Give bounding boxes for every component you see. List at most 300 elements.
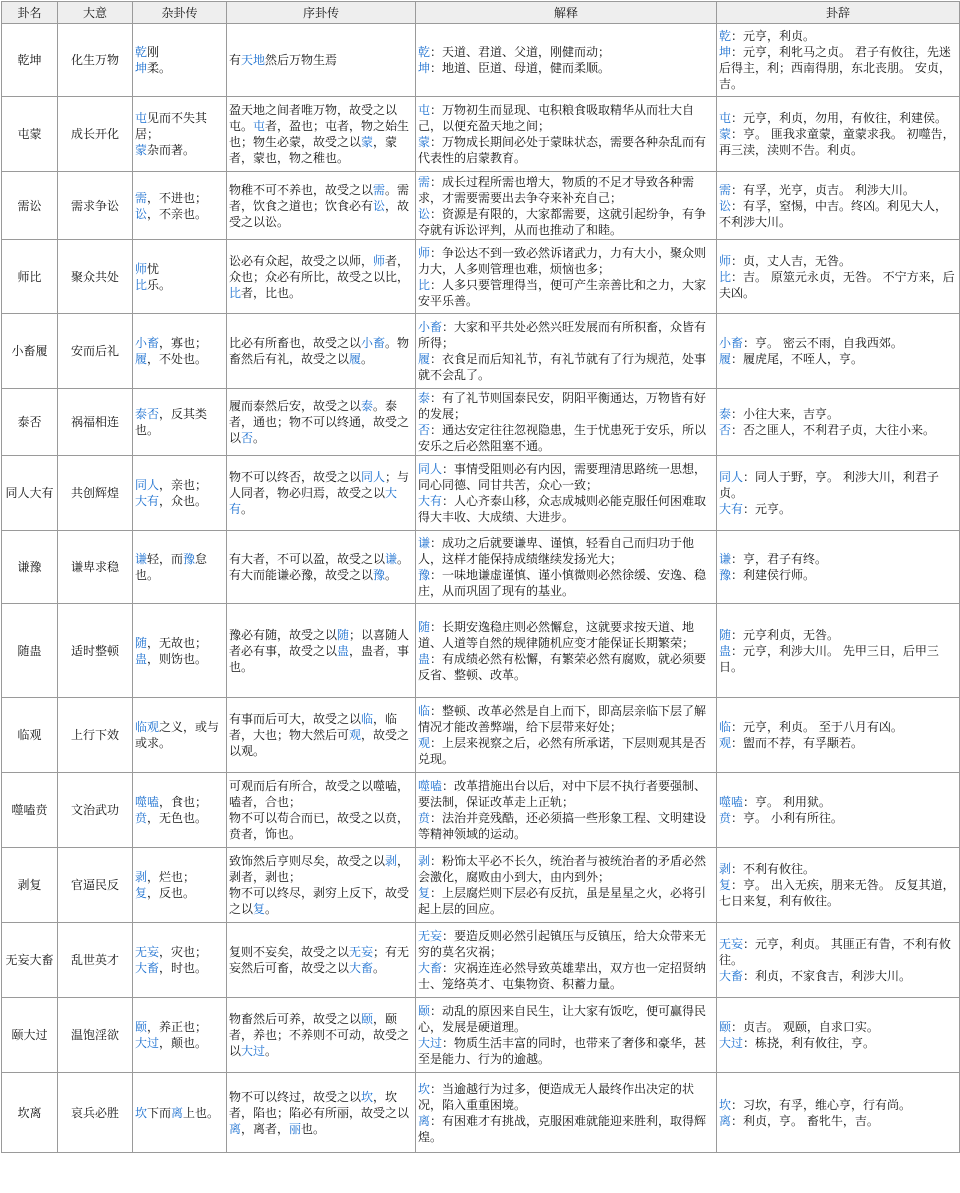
xugua-line xyxy=(229,398,413,446)
explanation-line xyxy=(418,461,714,493)
explanation-cell xyxy=(416,1073,717,1153)
xugua-cell xyxy=(227,24,416,97)
text-segment: 见而不失其居； xyxy=(135,111,208,141)
hexagram-highlight: 噬嗑 xyxy=(719,795,744,809)
hexagram-meaning: 文治武功 xyxy=(58,773,133,848)
hexagram-highlight: 剥 xyxy=(385,854,398,868)
explanation-line xyxy=(418,351,714,383)
hexagram-highlight: 无妄 xyxy=(418,929,443,943)
text-segment: ：整顿、改革必然是自上而下，即高层亲临下层了解情况才能改善弊端，给下层带来好处； xyxy=(418,704,707,734)
hexagram-highlight: 坎 xyxy=(418,1081,431,1096)
text-segment: 。泰者，通也；物不可以终通，故受之以 xyxy=(229,399,410,445)
text-segment: ：物质生活丰富的同时，也带来了奢侈和豪华，甚至是能力、行为的逾越。 xyxy=(418,1036,707,1066)
hexagram-name: 无妄大畜 xyxy=(2,923,58,998)
text-segment: ，颐者，养也；不养则不可动，故受之以 xyxy=(229,1012,410,1058)
text-segment: ，颠也。 xyxy=(159,1036,208,1050)
text-segment: ：不利有攸往。 xyxy=(731,862,816,876)
xugua-line xyxy=(229,627,413,675)
table-body xyxy=(2,24,960,1153)
explanation-cell xyxy=(416,24,717,97)
explanation-line xyxy=(418,778,714,810)
text-segment: ：粉饰太平必不长久，统治者与被统治者的矛盾必然会激化，腐败由小到大，由内到外； xyxy=(418,854,707,884)
text-segment: ：元亨利贞，无咎。 xyxy=(731,627,840,642)
xugua-cell xyxy=(227,604,416,698)
xugua-line xyxy=(229,335,413,367)
table-row xyxy=(2,456,960,531)
hexagram-highlight: 讼 xyxy=(719,198,732,213)
hexagram-highlight: 大过 xyxy=(241,1044,266,1058)
hexagram-highlight: 大有 xyxy=(135,494,160,508)
text-segment: ：利贞，不家食吉，利涉大川。 xyxy=(743,969,912,983)
hexagram-highlight: 颐 xyxy=(719,1020,732,1034)
text-segment: ：否之匪人，不利君子贞，大往小来。 xyxy=(731,423,936,437)
guaci-line xyxy=(719,198,957,230)
text-segment: ：动乱的原因来自民生，让大家有饭吃，便可赢得民心，发展是硬道理。 xyxy=(418,1004,707,1034)
explanation-line xyxy=(418,735,714,767)
text-segment: 轻，而 xyxy=(147,552,184,566)
text-segment: ：亨。 出入无疾，朋来无咎。 反复其道，七日来复，利有攸往。 xyxy=(719,878,955,908)
guaci-line xyxy=(719,269,957,301)
xugua-cell xyxy=(227,240,416,314)
hexagram-meaning: 哀兵必胜 xyxy=(58,1073,133,1153)
hexagram-highlight: 颐 xyxy=(418,1004,431,1018)
text-segment: 物不可以终否，故受之以 xyxy=(229,470,362,484)
text-segment: ：通达安定往往忽视隐患，生于忧患死于安乐，所以安乐之后必然阻塞不通。 xyxy=(418,423,707,453)
text-segment: ：争讼达不到一致必然诉诸武力，力有大小，聚众则力大，人多则管理也难，烦恼也多； xyxy=(418,245,707,276)
explanation-line xyxy=(418,319,714,351)
explanation-cell xyxy=(416,97,717,172)
explanation-cell xyxy=(416,604,717,698)
xugua-cell xyxy=(227,848,416,923)
hexagram-highlight: 无妄 xyxy=(135,945,160,959)
guaci-line xyxy=(719,501,957,517)
hexagram-highlight: 泰 xyxy=(418,391,431,405)
hexagram-highlight: 谦 xyxy=(719,552,732,566)
xugua-line xyxy=(229,711,413,759)
text-segment: 下而 xyxy=(147,1105,172,1120)
table-row xyxy=(2,24,960,97)
hexagram-highlight: 复 xyxy=(418,886,431,900)
explanation-cell xyxy=(416,998,717,1073)
zagua-cell xyxy=(133,97,227,172)
guaci-cell xyxy=(717,172,960,240)
text-segment: 之义，或与或求。 xyxy=(135,720,220,750)
guaci-line xyxy=(719,28,957,44)
hexagram-highlight: 随 xyxy=(337,627,350,642)
hexagram-highlight: 贲 xyxy=(135,811,148,825)
hexagram-meaning: 谦卑求稳 xyxy=(58,531,133,604)
hexagram-highlight: 否 xyxy=(719,423,732,437)
text-segment: ，无故也； xyxy=(147,635,208,650)
text-segment: 。 xyxy=(385,568,398,582)
text-segment: ：万物初生而显现、屯积粮食吸取精华从而壮大自己，以便充盈天地之间； xyxy=(418,103,695,133)
hexagram-highlight: 讼 xyxy=(418,206,431,221)
guaci-line xyxy=(719,1097,957,1113)
xugua-line xyxy=(229,778,413,810)
explanation-line xyxy=(418,174,714,206)
text-segment: 物不可以苟合而已，故受之以贲，贲者，饰也。 xyxy=(229,811,410,841)
text-segment: 。需者，饮食之道也；饮食必有 xyxy=(229,182,410,213)
guaci-line xyxy=(719,810,957,826)
explanation-line xyxy=(418,619,714,651)
explanation-line xyxy=(418,60,714,76)
explanation-cell xyxy=(416,389,717,456)
text-segment: ：人多只要管理得当，便可产生亲善比和之力，大家安平乐善。 xyxy=(418,277,707,308)
hexagram-highlight: 豫 xyxy=(719,568,732,582)
hexagram-highlight: 大畜 xyxy=(349,961,374,975)
zagua-line xyxy=(135,110,224,142)
hexagram-highlight: 坤 xyxy=(418,61,431,75)
hexagram-highlight: 需 xyxy=(135,190,148,205)
text-segment: ：同人于野，亨。 利涉大川，利君子贞。 xyxy=(719,470,939,500)
hexagram-highlight: 同人 xyxy=(361,470,386,484)
text-segment: 也。 xyxy=(301,1121,326,1136)
zagua-line xyxy=(135,493,224,509)
text-segment: ，离者， xyxy=(241,1121,290,1136)
hexagram-highlight: 坤 xyxy=(719,45,732,59)
hexagram-highlight: 豫 xyxy=(183,552,196,566)
text-segment: 比必有所畜也，故受之以 xyxy=(229,336,362,350)
explanation-line xyxy=(418,422,714,454)
explanation-cell xyxy=(416,240,717,314)
text-segment: ：习坎，有孚，维心亨，行有尚。 xyxy=(731,1097,912,1112)
hexagram-name: 泰否 xyxy=(2,389,58,456)
explanation-line xyxy=(418,567,714,599)
text-segment: ：元亨。 xyxy=(743,502,792,516)
explanation-cell xyxy=(416,314,717,389)
hexagram-highlight: 复 xyxy=(719,878,732,892)
explanation-line xyxy=(418,928,714,960)
hexagram-meaning: 官逼民反 xyxy=(58,848,133,923)
hexagram-highlight: 剥 xyxy=(418,854,431,868)
table-row xyxy=(2,1073,960,1153)
text-segment: ，时也。 xyxy=(159,961,208,975)
guaci-line xyxy=(719,182,957,198)
zagua-line xyxy=(135,960,224,976)
guaci-cell xyxy=(717,389,960,456)
hexagram-highlight: 屯 xyxy=(719,111,732,125)
zagua-cell xyxy=(133,314,227,389)
xugua-line xyxy=(229,102,413,166)
explanation-line xyxy=(418,206,714,238)
xugua-line xyxy=(229,810,413,842)
header-name: 卦名 xyxy=(2,2,58,24)
guaci-cell xyxy=(717,314,960,389)
text-segment: 物畜然后可养，故受之以 xyxy=(229,1012,362,1026)
hexagram-highlight: 随 xyxy=(418,619,431,634)
hexagram-highlight: 剥 xyxy=(719,862,732,876)
text-segment: 。 xyxy=(241,502,254,516)
hexagram-highlight: 同人 xyxy=(719,470,744,484)
hexagram-name: 临观 xyxy=(2,698,58,773)
text-segment: ：盥而不荐，有孚颙若。 xyxy=(731,736,864,750)
hexagram-highlight: 离 xyxy=(719,1113,732,1128)
text-segment: ，故受之以观。 xyxy=(229,728,410,758)
hexagram-highlight: 师 xyxy=(373,253,386,268)
table-row xyxy=(2,314,960,389)
xugua-cell xyxy=(227,97,416,172)
text-segment: 怠也。 xyxy=(135,552,208,582)
xugua-cell xyxy=(227,998,416,1073)
hexagram-highlight: 大过 xyxy=(719,1036,744,1050)
table-row xyxy=(2,698,960,773)
text-segment: ：元亨，利牝马之贞。 君子有攸往，先迷后得主，利；西南得朋，东北丧朋。 安贞，吉。 xyxy=(719,45,951,91)
xugua-line xyxy=(229,1089,413,1137)
text-segment: 乐。 xyxy=(147,277,172,292)
xugua-line xyxy=(229,1011,413,1059)
explanation-line xyxy=(418,651,714,683)
hexagram-highlight: 比 xyxy=(418,277,431,292)
guaci-line xyxy=(719,719,957,735)
text-segment: ：法治并竞残酷，还必须搞一些形象工程、文明建设等精神领域的运动。 xyxy=(418,811,707,841)
hexagram-highlight: 比 xyxy=(135,277,148,292)
header-explanation: 解释 xyxy=(416,2,717,24)
hexagram-highlight: 需 xyxy=(719,182,732,197)
hexagram-meaning: 需求争讼 xyxy=(58,172,133,240)
guaci-line xyxy=(719,351,957,367)
hexagram-highlight: 否 xyxy=(241,431,254,445)
explanation-line xyxy=(418,1113,714,1145)
text-segment: ，反也。 xyxy=(147,886,196,900)
hexagram-highlight: 临 xyxy=(418,704,431,718)
hexagram-highlight: 同人 xyxy=(135,478,160,492)
text-segment: 复则不妄矣，故受之以 xyxy=(229,945,350,959)
hexagram-highlight: 蒙 xyxy=(135,143,148,157)
hexagram-highlight: 临 xyxy=(719,720,732,734)
zagua-line xyxy=(135,60,224,76)
xugua-line xyxy=(229,182,413,230)
explanation-line xyxy=(418,960,714,992)
hexagram-highlight: 履 xyxy=(135,352,148,366)
text-segment: ：利贞，亨。 畜牝牛，吉。 xyxy=(731,1113,879,1128)
text-segment: 有大者，不可以盈，故受之以 xyxy=(229,552,386,566)
xugua-line xyxy=(229,469,413,517)
guaci-line xyxy=(719,936,957,968)
text-segment: ；与人同者，物必归焉，故受之以 xyxy=(229,470,410,500)
table-row xyxy=(2,97,960,172)
guaci-line xyxy=(719,735,957,751)
hexagram-highlight: 泰 xyxy=(719,407,732,421)
text-segment: ：一味地谦虚谨慎、谨小慎微则必然徐缓、安逸、稳庄，从而巩固了现有的基业。 xyxy=(418,568,707,598)
hexagram-highlight: 蒙 xyxy=(418,135,431,149)
text-segment: 杂而著。 xyxy=(147,143,196,157)
text-segment: ：大家和平共处必然兴旺发展而有所积畜，众皆有所得； xyxy=(418,320,707,350)
guaci-cell xyxy=(717,1073,960,1153)
text-segment: 履而泰然后安，故受之以 xyxy=(229,399,362,413)
zagua-line xyxy=(135,1105,224,1121)
zagua-line xyxy=(135,206,224,222)
guaci-line xyxy=(719,861,957,877)
explanation-line xyxy=(418,102,714,134)
hexagram-highlight: 大过 xyxy=(135,1036,160,1050)
hexagram-highlight: 随 xyxy=(719,627,732,642)
guaci-line xyxy=(719,422,957,438)
hexagram-highlight: 蛊 xyxy=(719,643,732,658)
zagua-line xyxy=(135,635,224,651)
header-zagua: 杂卦传 xyxy=(133,2,227,24)
hexagram-highlight: 复 xyxy=(135,886,148,900)
guaci-cell xyxy=(717,698,960,773)
hexagram-meaning: 成长开化 xyxy=(58,97,133,172)
explanation-line xyxy=(418,1081,714,1113)
text-segment: ：地道、臣道、母道，健而柔顺。 xyxy=(430,61,611,75)
hexagram-name: 师比 xyxy=(2,240,58,314)
table-row xyxy=(2,923,960,998)
hexagram-highlight: 蒙 xyxy=(719,127,732,141)
xugua-line xyxy=(229,551,413,583)
text-segment: ，临者，大也；物大然后可 xyxy=(229,712,398,742)
hexagram-highlight: 大有 xyxy=(719,502,744,516)
text-segment: ：成功之后就要谦卑、谨慎，轻看自己而归功于他人，这样才能保持成绩继续发扬光大； xyxy=(418,536,695,566)
text-segment: ：有了礼节则国泰民安，阴阳平衡通达，万物皆有好的发展； xyxy=(418,391,707,421)
xugua-line xyxy=(229,853,413,885)
xugua-line xyxy=(229,885,413,917)
hexagram-highlight: 离 xyxy=(418,1113,431,1128)
guaci-line xyxy=(719,44,957,92)
hexagram-highlight: 讼 xyxy=(135,206,148,221)
zagua-cell xyxy=(133,604,227,698)
guaci-line xyxy=(719,877,957,909)
text-segment: 物稚不可不养也，故受之以 xyxy=(229,182,374,197)
guaci-line xyxy=(719,968,957,984)
guaci-line xyxy=(719,469,957,501)
hexagram-highlight: 大有 xyxy=(418,494,443,508)
text-segment: 然后万物生焉 xyxy=(265,53,338,67)
explanation-cell xyxy=(416,773,717,848)
text-segment: ：天道、君道、父道，刚健而动； xyxy=(430,45,611,59)
explanation-line xyxy=(418,885,714,917)
guaci-line xyxy=(719,643,957,675)
text-segment: ，蒙者，蒙也，物之稚也。 xyxy=(229,135,398,165)
text-segment: ：元亨，利涉大川。 先甲三日，后甲三日。 xyxy=(719,643,939,674)
hexagram-highlight: 屯 xyxy=(418,103,431,117)
hexagram-meaning: 化生万物 xyxy=(58,24,133,97)
guaci-line xyxy=(719,1035,957,1051)
explanation-line xyxy=(418,277,714,309)
text-segment: 有事而后可大，故受之以 xyxy=(229,712,362,726)
hexagram-highlight: 剥 xyxy=(135,870,148,884)
explanation-line xyxy=(418,853,714,885)
text-segment: 豫必有随，故受之以 xyxy=(229,627,338,642)
table-row xyxy=(2,773,960,848)
text-segment: ：万物成长期间必处于蒙昧状态，需要各种杂乱而有代表性的启蒙教育。 xyxy=(418,135,707,165)
text-segment: ：亨。 匪我求童蒙，童蒙求我。 初噬告，再三渎，渎则不告。利贞。 xyxy=(719,127,955,157)
guaci-cell xyxy=(717,773,960,848)
text-segment: ：有孚，窒惕，中吉。终凶。利见大人，不利涉大川。 xyxy=(719,198,948,229)
text-segment: ：有成绩必然有松懈，有繁荣必然有腐败，就必须要反省、整顿、改革。 xyxy=(418,651,707,682)
hexagram-highlight: 屯 xyxy=(135,111,148,125)
text-segment: ：事情受阻则必有内因，需要理清思路统一思想，同心同德、同甘共苦，众心一致； xyxy=(418,462,707,492)
xugua-cell xyxy=(227,698,416,773)
hexagram-highlight: 师 xyxy=(135,261,148,276)
zagua-cell xyxy=(133,456,227,531)
hexagram-highlight: 蒙 xyxy=(361,135,374,149)
hexagram-name: 小畜履 xyxy=(2,314,58,389)
xugua-cell xyxy=(227,1073,416,1153)
hexagram-name: 噬嗑贲 xyxy=(2,773,58,848)
hexagram-highlight: 小畜 xyxy=(418,320,443,334)
text-segment: 讼必有众起，故受之以师， xyxy=(229,253,374,268)
table-row xyxy=(2,998,960,1073)
hexagram-highlight: 比 xyxy=(719,269,732,284)
explanation-line xyxy=(418,493,714,525)
hexagram-meaning: 共创辉煌 xyxy=(58,456,133,531)
xugua-cell xyxy=(227,172,416,240)
text-segment: ：元亨，利贞。 xyxy=(731,29,816,43)
text-segment: ：元亨，利贞，勿用，有攸往，利建侯。 xyxy=(731,111,948,125)
text-segment: ，无色也。 xyxy=(147,811,208,825)
explanation-cell xyxy=(416,531,717,604)
guaci-line xyxy=(719,1113,957,1129)
xugua-line xyxy=(229,944,413,976)
zagua-line xyxy=(135,351,224,367)
hexagram-highlight: 同人 xyxy=(418,462,443,476)
text-segment: ：当逾越行为过多，便造成无人最终作出决定的状况，陷入重重困境。 xyxy=(418,1081,695,1112)
guaci-line xyxy=(719,406,957,422)
zagua-cell xyxy=(133,531,227,604)
zagua-line xyxy=(135,551,224,583)
guaci-line xyxy=(719,110,957,126)
hexagram-highlight: 豫 xyxy=(373,568,386,582)
zagua-line xyxy=(135,190,224,206)
text-segment: ，灾也； xyxy=(159,945,208,959)
text-segment: ，不亲也。 xyxy=(147,206,208,221)
text-segment: ：履虎尾，不咥人，亨。 xyxy=(731,352,864,366)
guaci-cell xyxy=(717,531,960,604)
explanation-cell xyxy=(416,456,717,531)
hexagram-highlight: 乾 xyxy=(418,45,431,59)
header-meaning: 大意 xyxy=(58,2,133,24)
zagua-cell xyxy=(133,773,227,848)
text-segment: ：人心齐泰山移，众志成城则必能克服任何困难取得大丰收、大成绩、大进步。 xyxy=(418,494,707,524)
hexagram-highlight: 大过 xyxy=(418,1036,443,1050)
hexagram-highlight: 乾 xyxy=(719,29,732,43)
text-segment: 刚 xyxy=(147,45,160,59)
text-segment: ，则饬也。 xyxy=(147,651,208,666)
hexagram-meaning: 上行下效 xyxy=(58,698,133,773)
hexagram-highlight: 临观 xyxy=(135,720,160,734)
hexagram-highlight: 履 xyxy=(418,352,431,366)
hexagram-meaning: 温饱淫欲 xyxy=(58,998,133,1073)
header-row xyxy=(2,2,960,24)
hexagram-meaning: 安而后礼 xyxy=(58,314,133,389)
zagua-line xyxy=(135,406,224,438)
text-segment: ：长期安逸稳庄则必然懈怠，这就要求按天道、地道、人道等自然的规律随机应变才能保证长期繁荣； xyxy=(418,619,695,650)
guaci-cell xyxy=(717,848,960,923)
text-segment: ：有孚，光亨，贞吉。 利涉大川。 xyxy=(731,182,915,197)
text-segment: ：亨，君子有终。 xyxy=(731,552,828,566)
zagua-line xyxy=(135,261,224,277)
hexagram-highlight: 观 xyxy=(349,728,362,742)
hexagram-highlight: 乾 xyxy=(135,45,148,59)
xugua-line xyxy=(229,52,413,68)
text-segment: ：亨。 小利有所往。 xyxy=(731,811,843,825)
hexagram-highlight: 天地 xyxy=(241,53,266,67)
guaci-cell xyxy=(717,240,960,314)
hexagram-highlight: 需 xyxy=(418,174,431,189)
guaci-line xyxy=(719,253,957,269)
hexagram-highlight: 谦 xyxy=(385,552,398,566)
hexagram-meaning: 祸福相连 xyxy=(58,389,133,456)
hexagram-highlight: 需 xyxy=(373,182,386,197)
text-segment: ，坎者，陷也；陷必有所丽，故受之以 xyxy=(229,1089,410,1120)
text-segment: 忧 xyxy=(147,261,160,276)
hexagram-highlight: 颐 xyxy=(361,1012,374,1026)
explanation-line xyxy=(418,703,714,735)
table-row xyxy=(2,531,960,604)
zagua-cell xyxy=(133,923,227,998)
text-segment: 可观而后有所合，故受之以噬嗑，嗑者，合也； xyxy=(229,779,410,809)
